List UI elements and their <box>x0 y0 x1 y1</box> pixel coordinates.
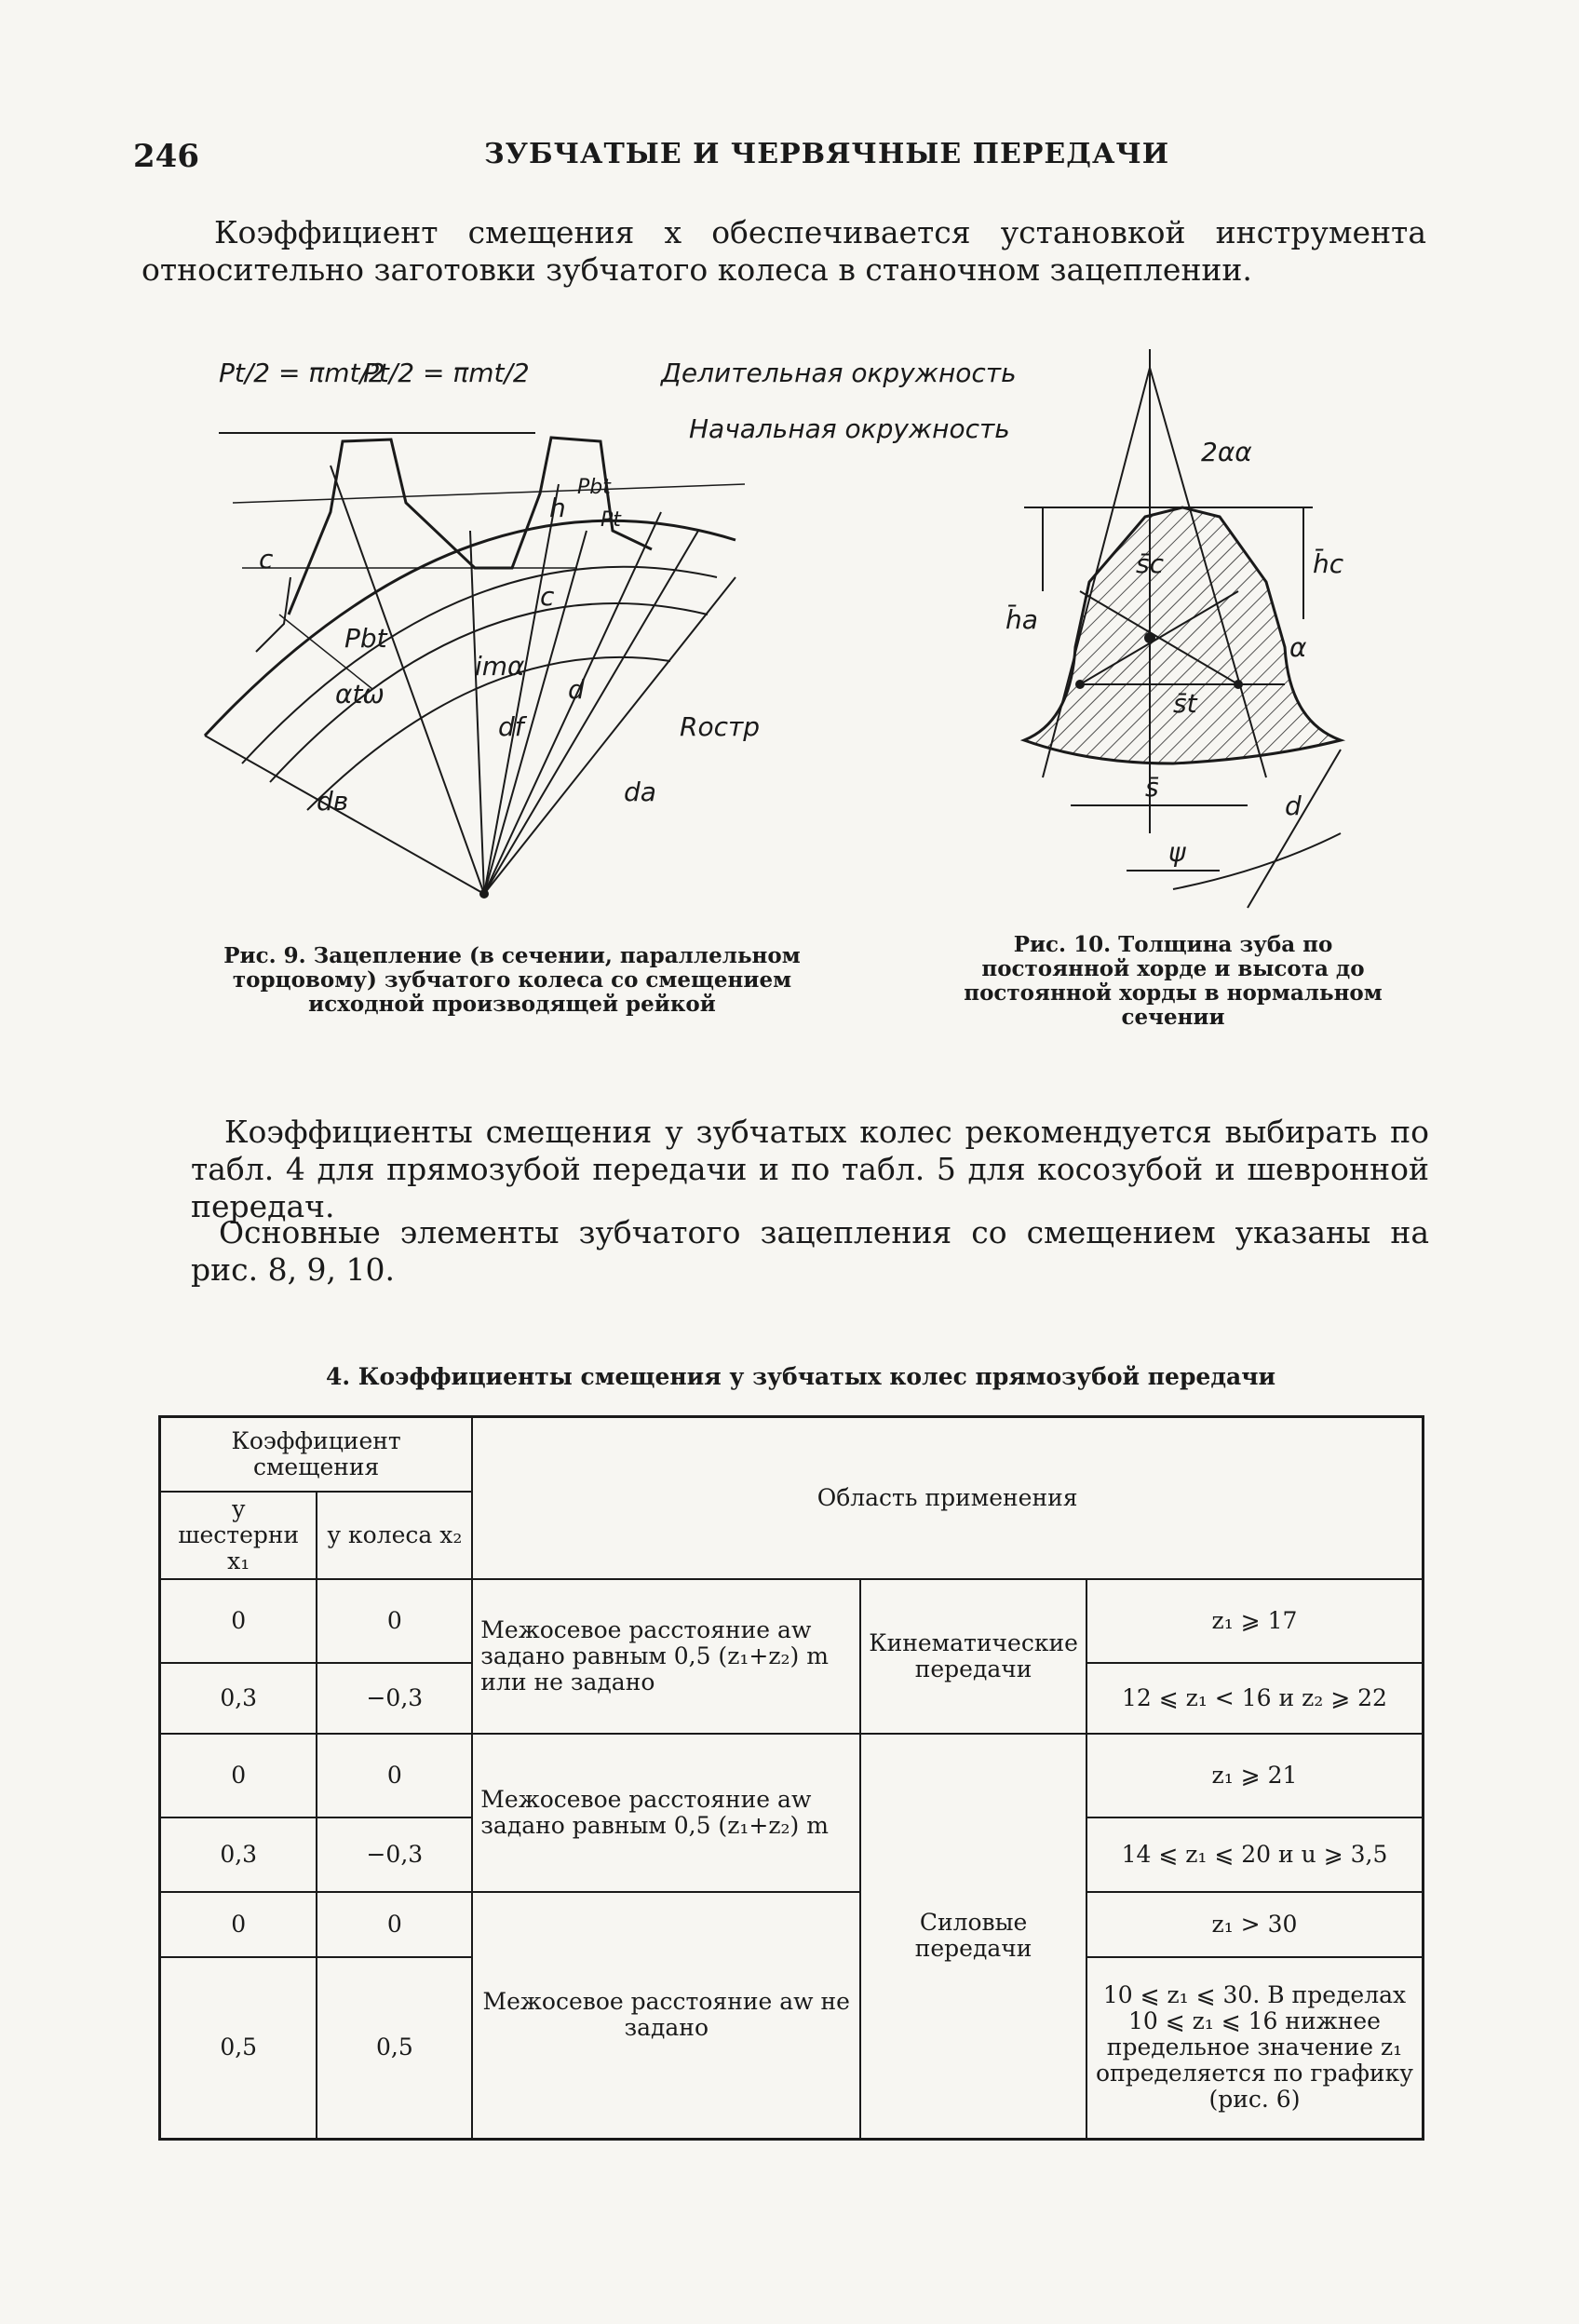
fig9-xm-label: imα <box>475 651 525 682</box>
header-pinion: у шестерни x₁ <box>160 1492 317 1579</box>
cell-x1: 0,3 <box>160 1817 317 1892</box>
figure-10-caption: Рис. 10. Толщина зуба по постоянной хорде и высота до постоянной хорды в нормальном сечении <box>964 932 1383 1030</box>
chord-point-center <box>1144 632 1155 643</box>
cell-center-distance-a: Межосевое расстояние aw задано равным 0,5 (z₁+z₂) m или не задано <box>472 1579 860 1734</box>
cell-x1: 0,5 <box>160 1957 317 2140</box>
cell-x2: 0 <box>317 1734 472 1817</box>
cell-x1: 0,3 <box>160 1663 317 1734</box>
fig9-db-label: dв <box>317 786 349 817</box>
cell-x2: 0,5 <box>317 1957 472 2140</box>
chord-point-right <box>1234 680 1243 689</box>
figure-9-gear-mesh <box>186 345 1017 922</box>
header-coef-group: Коэффициент смещения <box>160 1417 473 1492</box>
cell-condition: z₁ ⩾ 21 <box>1086 1734 1424 1817</box>
chord-point-left <box>1075 680 1085 689</box>
fig10-st-label: s̄t <box>1173 688 1197 719</box>
fig9-pitch-circle-label: Делительная окружность <box>661 358 1017 388</box>
fig9-d-label: d <box>568 674 585 705</box>
paragraph-offset-coefficient: Коэффициент смещения x обеспечивается установкой инструмента относительно заготовки зубчатого колеса в станочном зацеплении. <box>142 214 1426 288</box>
table-4-offset-coefficients <box>158 1415 1424 2141</box>
fig9-da-label: da <box>624 777 656 807</box>
fig10-alpha-label: α <box>1289 632 1307 663</box>
fig9-pbt-label: Pbt <box>577 476 611 499</box>
paragraph-table-reference: Коэффициенты смещения у зубчатых колес рекомендуется выбирать по табл. 4 для прямозубой передачи и по табл. 5 для косозубой и шевронной передач. <box>191 1114 1429 1224</box>
table-row <box>160 1579 1424 1663</box>
cell-x2: −0,3 <box>317 1817 472 1892</box>
fig10-hc-label: h̄c <box>1313 548 1344 579</box>
fig9-pt-label: Pt <box>601 508 621 532</box>
fig9-rostr-label: Rостр <box>680 711 761 742</box>
paragraph-figure-reference: Основные элементы зубчатого зацепления со смещением указаны на рис. 8, 9, 10. <box>191 1214 1429 1288</box>
running-title: ЗУБЧАТЫЕ И ЧЕРВЯЧНЫЕ ПЕРЕДАЧИ <box>484 138 1170 170</box>
gear-center-point <box>479 889 489 899</box>
cell-condition: z₁ ⩾ 17 <box>1086 1579 1424 1663</box>
figure-9-caption: Рис. 9. Зацепление (в сечении, параллельном торцовому) зубчатого колеса со смещением исходной производящей рейкой <box>223 943 801 1017</box>
fig10-d-label: d <box>1285 790 1302 821</box>
cell-condition: 12 ⩽ z₁ < 16 и z₂ ⩾ 22 <box>1086 1663 1424 1734</box>
fig9-formula-pt: Pt/2 = πmt/2 <box>219 358 385 388</box>
fig10-psi-label: ψ <box>1168 837 1186 868</box>
cell-purpose-power: Силовые передачи <box>860 1734 1086 2140</box>
fig9-pbt2-label: Pbt <box>344 623 387 654</box>
cell-x2: 0 <box>317 1579 472 1663</box>
cell-x1: 0 <box>160 1892 317 1957</box>
page-number: 246 <box>133 138 199 175</box>
figure-10-tooth-chord <box>987 349 1378 908</box>
fig9-formula-pt2: Pt/2 = πmt/2 <box>363 358 530 388</box>
cell-center-distance-b: Межосевое расстояние aw задано равным 0,5 (z₁+z₂) m <box>472 1734 860 1892</box>
cell-condition: z₁ > 30 <box>1086 1892 1424 1957</box>
cell-condition: 14 ⩽ z₁ ⩽ 20 и u ⩾ 3,5 <box>1086 1817 1424 1892</box>
fig10-s-label: s̄ <box>1145 772 1159 803</box>
fig10-two-alpha-label: 2αα <box>1201 437 1252 467</box>
cell-center-distance-c: Межосевое расстояние aw не задано <box>472 1892 860 2140</box>
header-wheel: у колеса x₂ <box>317 1492 472 1579</box>
fig10-ha-label: h̄a <box>1005 604 1038 635</box>
table-4-title: 4. Коэффициенты смещения у зубчатых колес прямозубой передачи <box>326 1363 1276 1390</box>
fig9-c2-label: c <box>540 581 555 612</box>
cell-x2: −0,3 <box>317 1663 472 1734</box>
cell-x1: 0 <box>160 1579 317 1663</box>
fig10-sc-label: s̄c <box>1136 548 1164 579</box>
fig9-df-label: df <box>498 711 524 742</box>
table-row <box>160 1892 1424 1957</box>
fig9-rolling-circle-label: Начальная окружность <box>689 413 1010 444</box>
fig9-c-label: c <box>259 544 274 574</box>
fig9-h-label: h <box>549 493 566 523</box>
table-row <box>160 1734 1424 1817</box>
cell-condition: 10 ⩽ z₁ ⩽ 30. В пределах 10 ⩽ z₁ ⩽ 16 нижнее предельное значение z₁ определяется по графику (рис. 6) <box>1086 1957 1424 2140</box>
header-area: Область применения <box>472 1417 1423 1579</box>
cell-purpose-kinematic: Кинематические передачи <box>860 1579 1086 1734</box>
cell-x1: 0 <box>160 1734 317 1817</box>
fig9-alpha-tw-label: αtω <box>335 679 385 709</box>
cell-x2: 0 <box>317 1892 472 1957</box>
